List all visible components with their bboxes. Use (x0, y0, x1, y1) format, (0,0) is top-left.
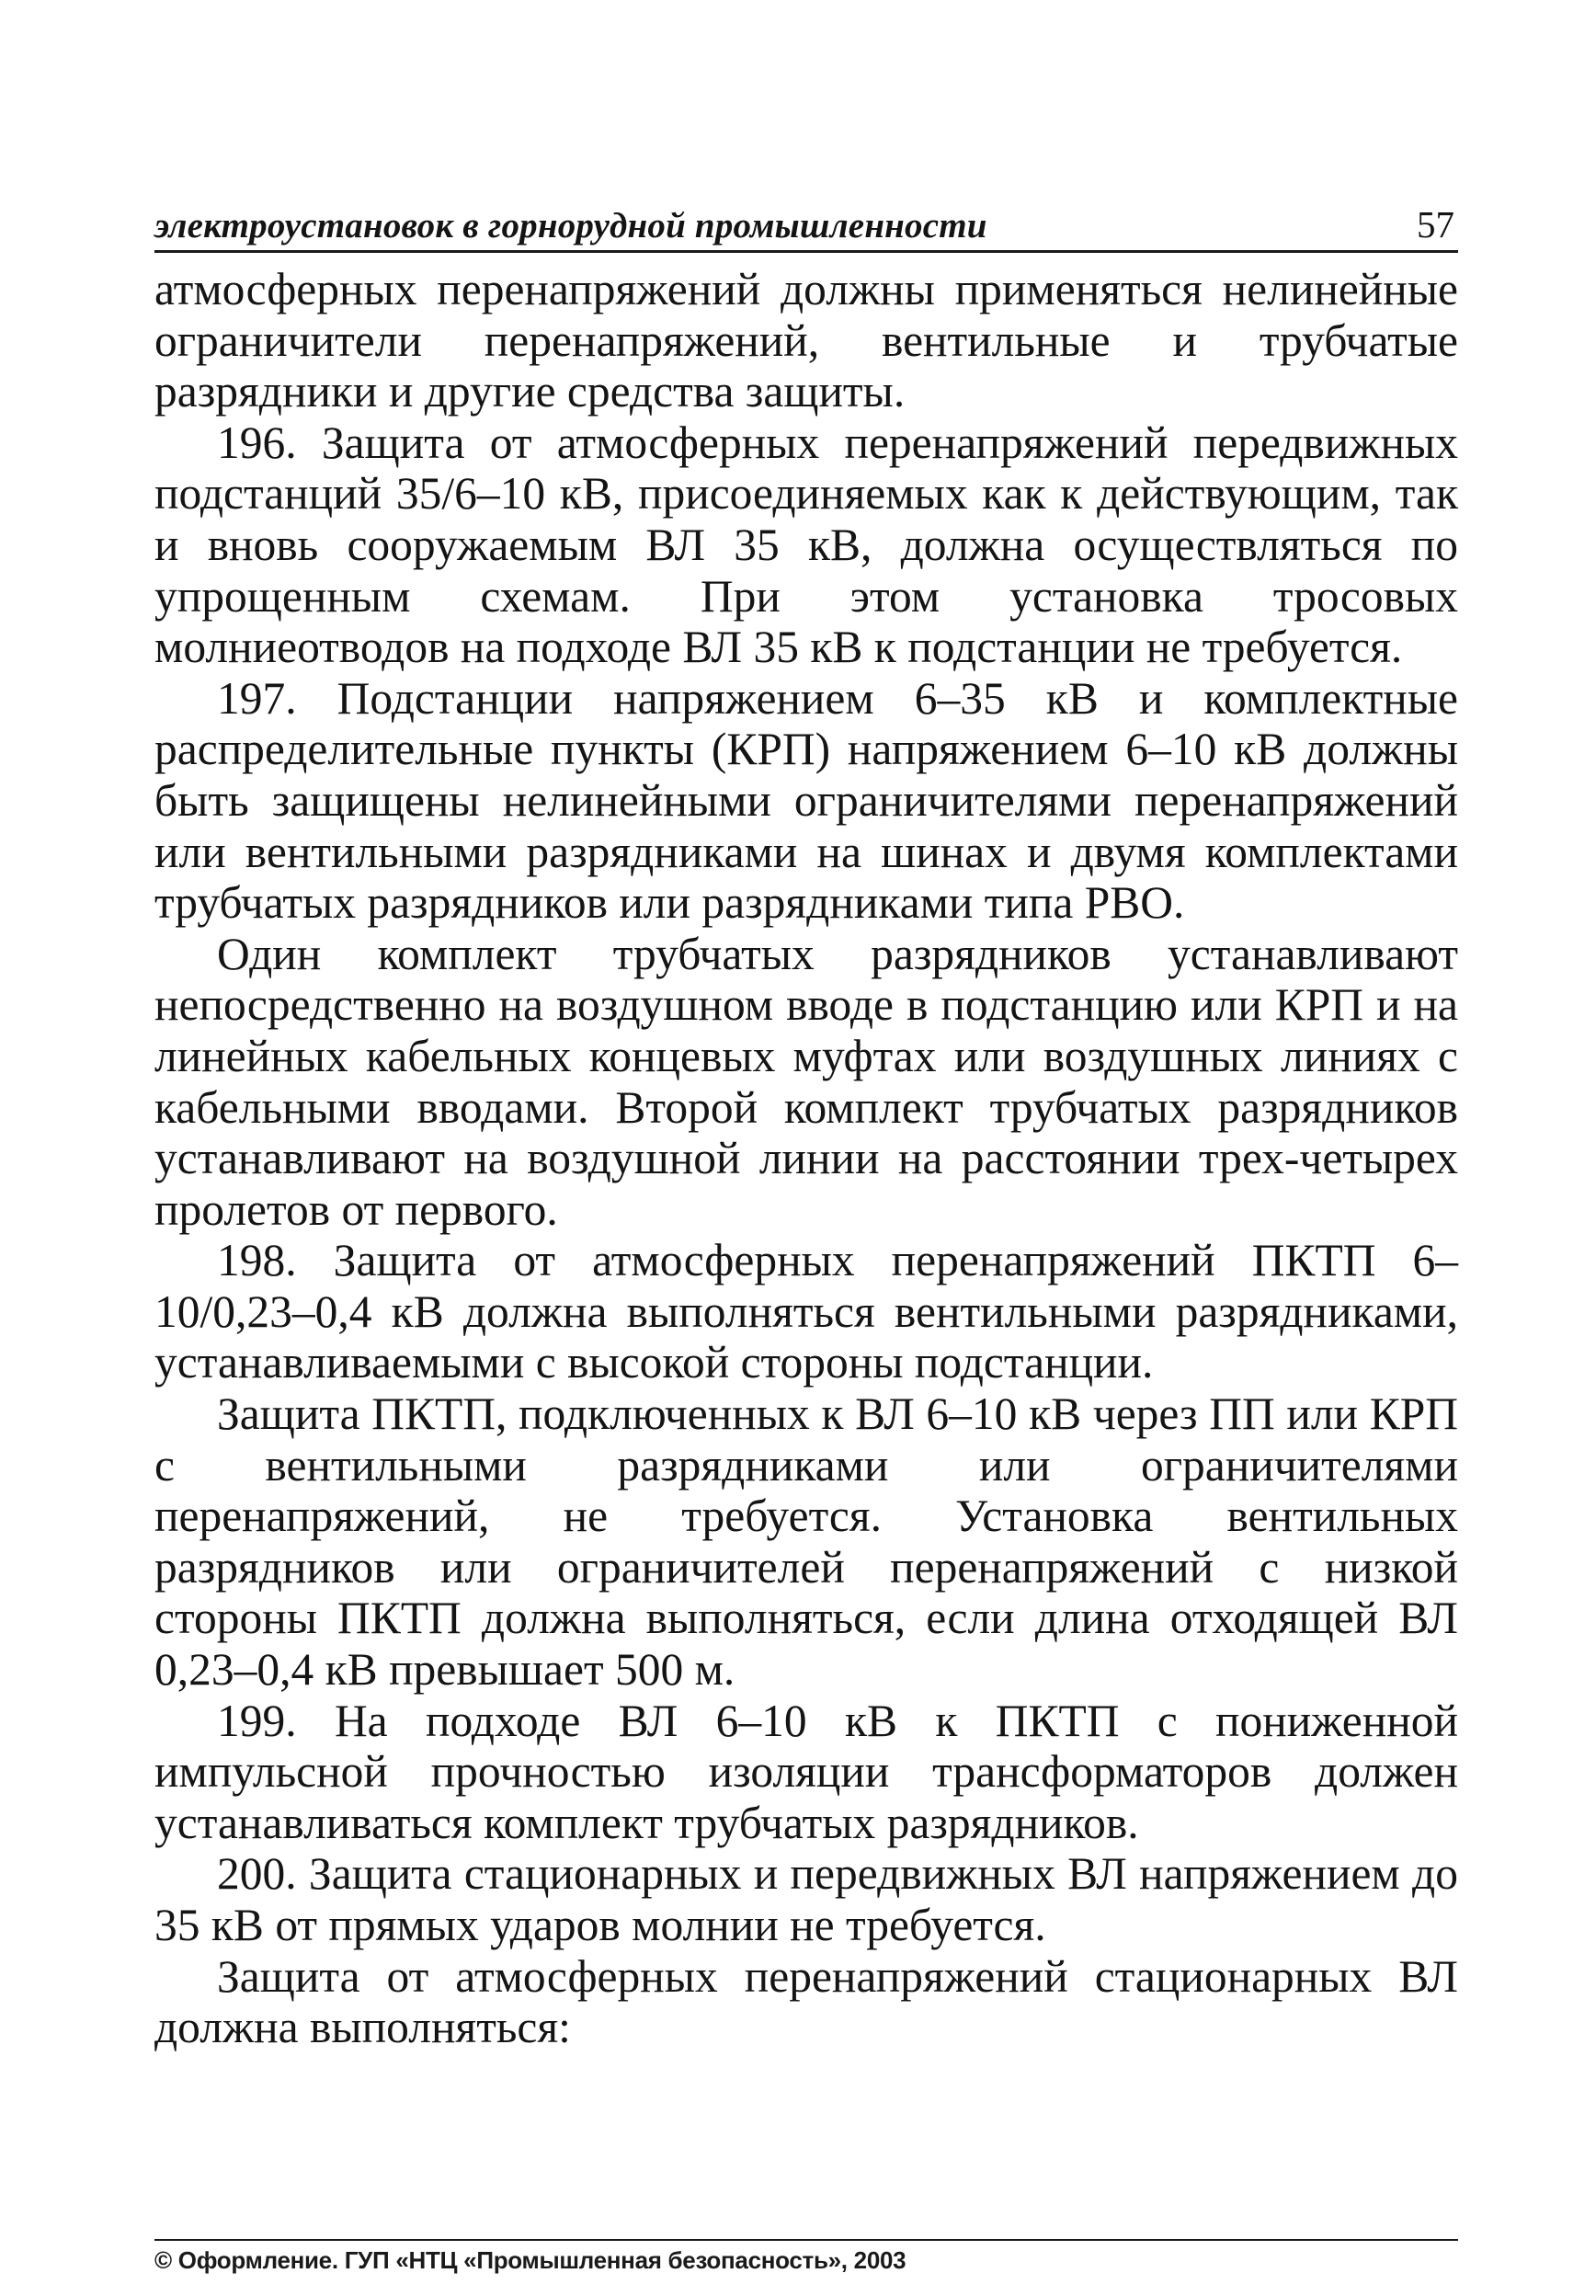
paragraph-199: 199. На подходе ВЛ 6–10 кВ к ПКТП с пониженной импульсной прочностью изоляции трансформаторов должен устанавливаться комплект трубчатых разрядников. (154, 1695, 1458, 1848)
paragraph-continuation: атмосферных перенапряжений должны применяться нелинейные ограничители перенапряжений, вентильные и трубчатые разрядники и другие средства защиты. (154, 264, 1458, 417)
paragraph-196: 196. Защита от атмосферных перенапряжений передвижных подстанций 35/6–10 кВ, присоединяемых как к действующим, так и вновь сооружаемым ВЛ 35 кВ, должна осуществляться по упрощенным схемам. При этом установка тросовых молниеотводов на подходе ВЛ 35 кВ к подстанции не требуется. (154, 417, 1458, 673)
copyright-text: © Оформление. ГУП «НТЦ «Промышленная безопасность», 2003 (154, 2246, 906, 2274)
paragraph-198: 198. Защита от атмосферных перенапряжений ПКТП 6–10/0,23–0,4 кВ должна выполняться вентильными разрядниками, устанавливаемыми с высокой стороны подстанции. (154, 1235, 1458, 1388)
paragraph-197-arresters: Один комплект трубчатых разрядников устанавливают непосредственно на воздушном вводе в подстанцию или КРП и на линейных кабельных концевых муфтах или воздушных линиях с кабельными вводами. Второй комплект трубчатых разрядников устанавливают на воздушной линии на расстоянии трех-четырех пролетов от первого. (154, 928, 1458, 1235)
copyright-footer (154, 2239, 1458, 2275)
paragraph-198-pktp: Защита ПКТП, подключенных к ВЛ 6–10 кВ через ПП или КРП с вентильными разрядниками или ограничителями перенапряжений, не требуется. Установка вентильных разрядников или ограничителей перенапряжений с низкой стороны ПКТП должна выполняться, если длина отходящей ВЛ 0,23–0,4 кВ превышает 500 м. (154, 1388, 1458, 1696)
document-page (154, 193, 1458, 2274)
body-text (154, 264, 1458, 2053)
running-header-title: электроустановок в горнорудной промышленности (154, 206, 987, 246)
paragraph-197: 197. Подстанции напряжением 6–35 кВ и комплектные распределительные пункты (КРП) напряжением 6–10 кВ должны быть защищены нелинейными ограничителями перенапряжений или вентильными разрядниками на шинах и двумя комплектами трубчатых разрядников или разрядниками типа РВО. (154, 672, 1458, 929)
paragraph-200-stationary: Защита от атмосферных перенапряжений стационарных ВЛ должна выполняться: (154, 1950, 1458, 2053)
running-header (154, 193, 1458, 253)
page-number: 57 (1417, 203, 1454, 246)
paragraph-200: 200. Защита стационарных и передвижных ВЛ напряжением до 35 кВ от прямых ударов молнии не требуется. (154, 1848, 1458, 1950)
